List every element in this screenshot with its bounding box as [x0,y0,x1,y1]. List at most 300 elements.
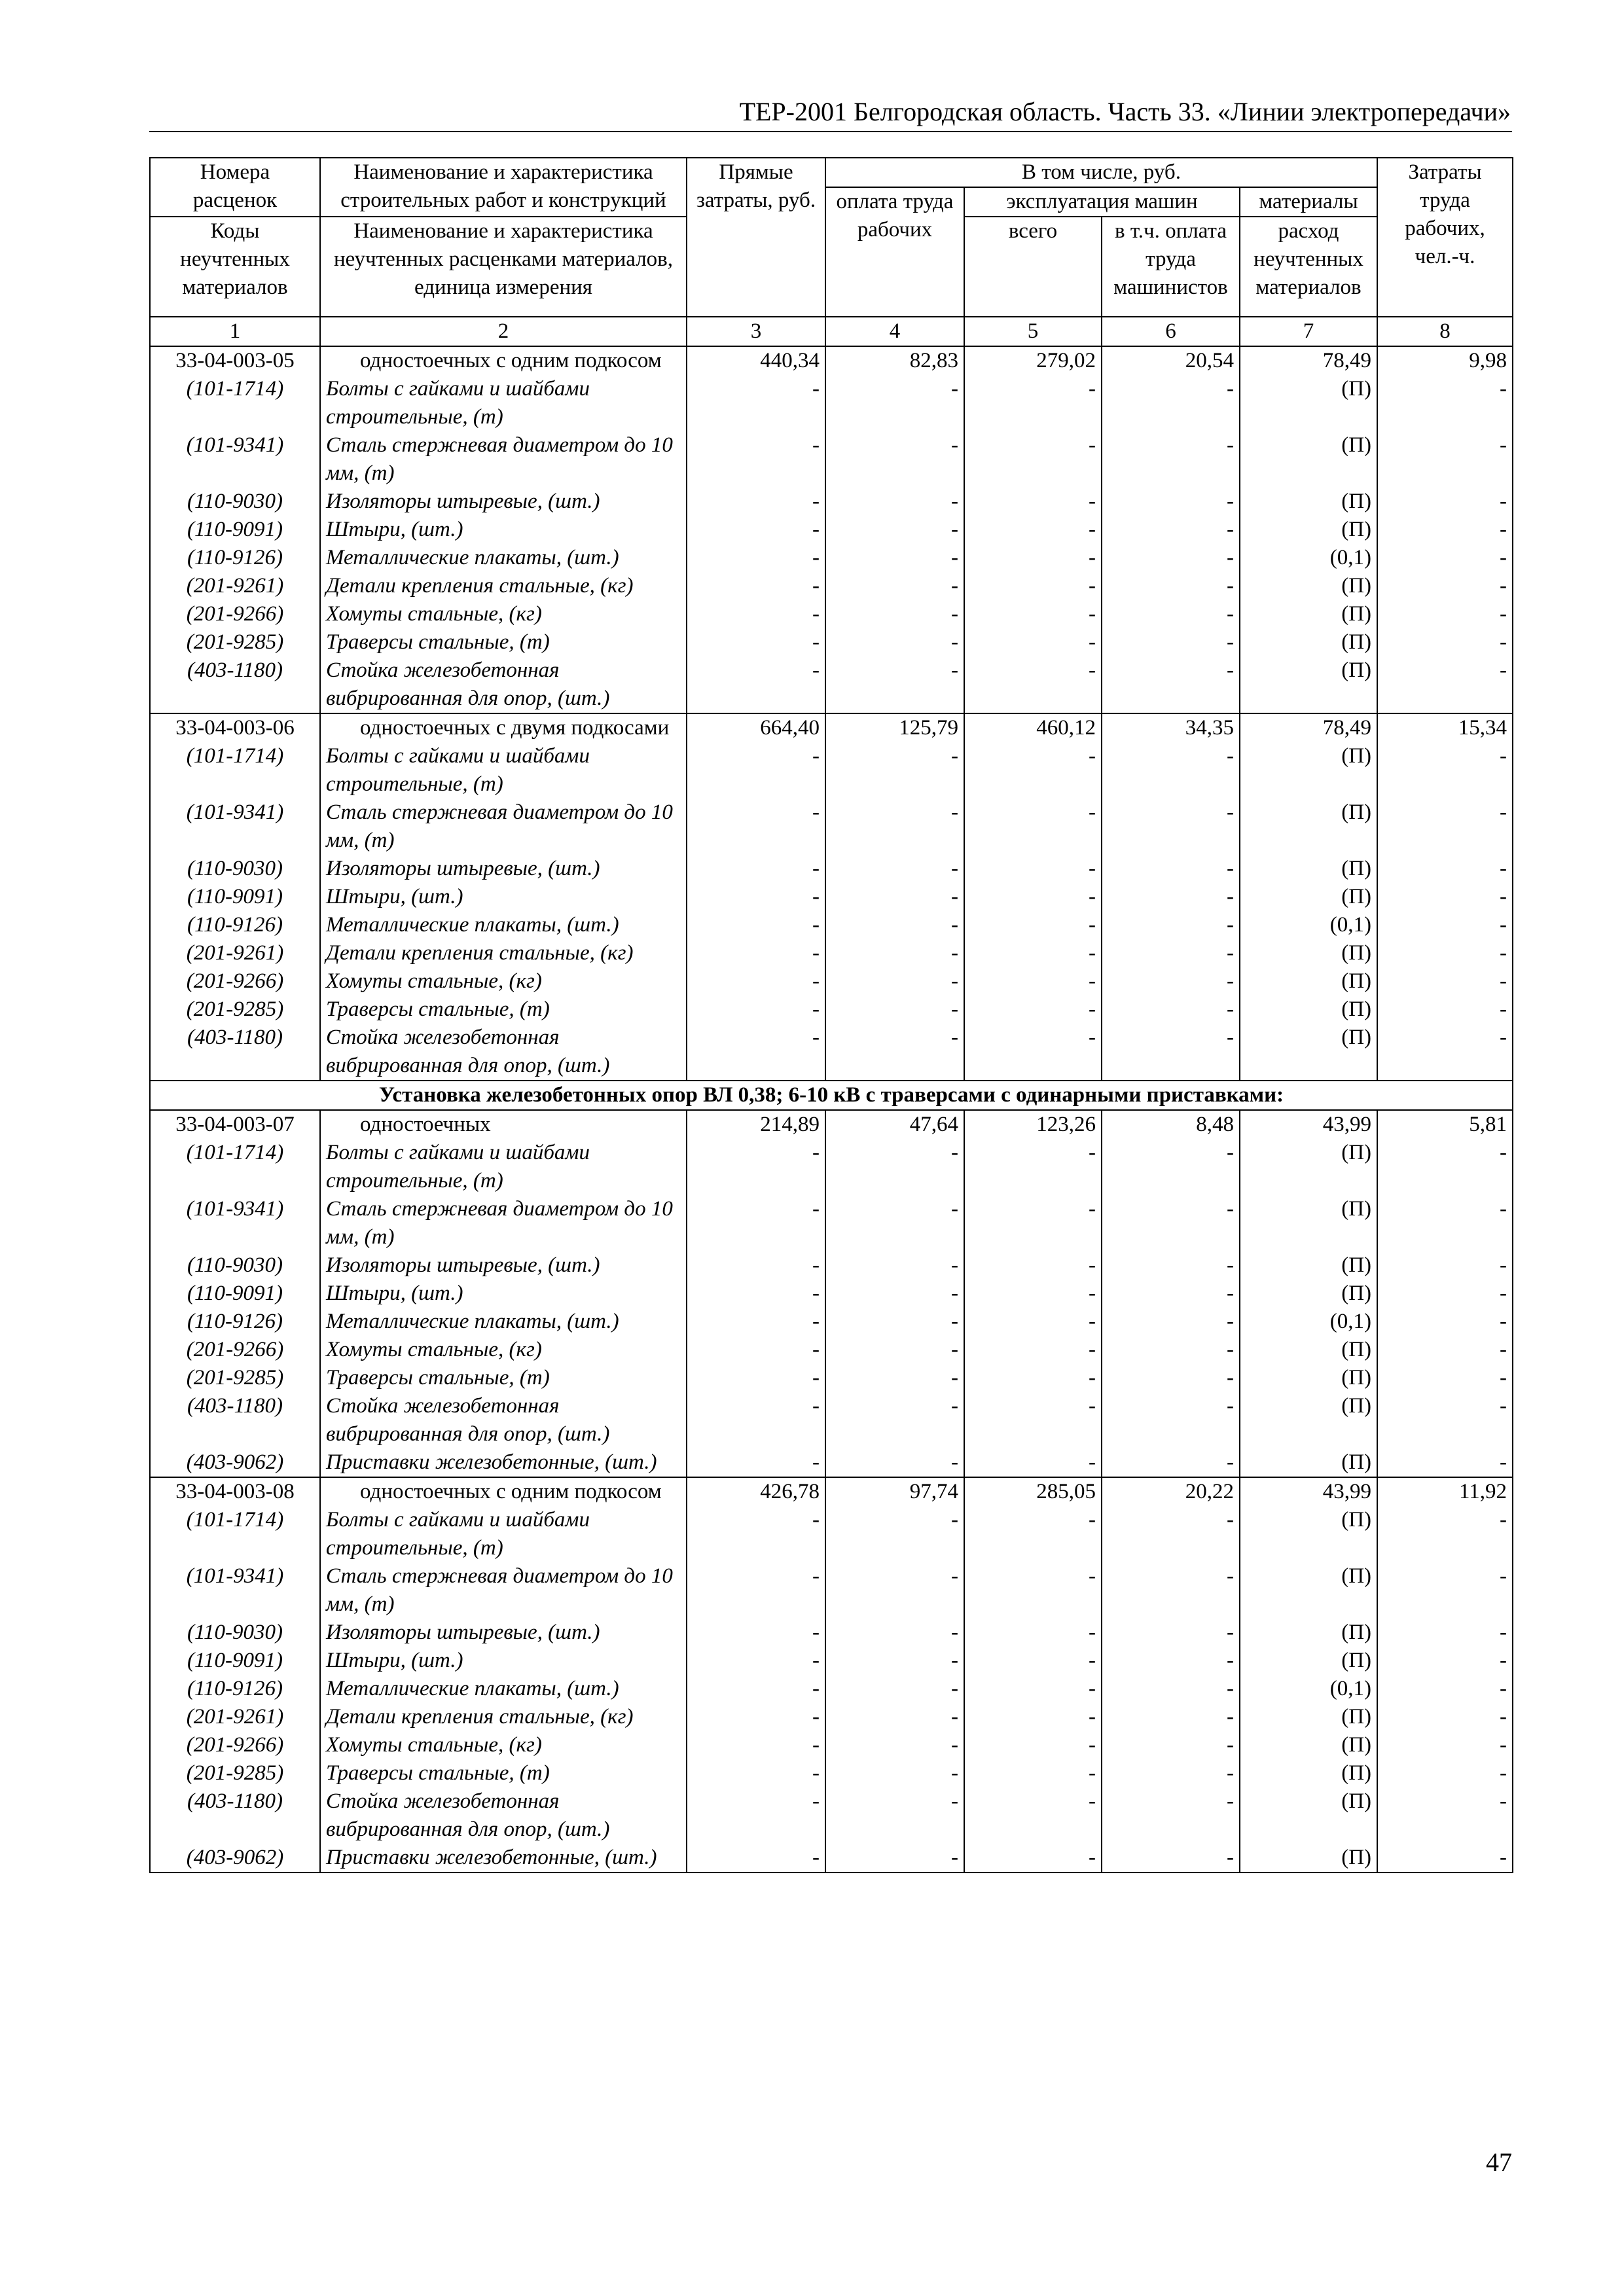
material-name-cell: Траверсы стальные, (т) [320,1759,687,1787]
labor-hours-cell: - [1377,855,1513,883]
labor-hours-cell: - [1377,1647,1513,1675]
material-code-cell: (201-9266) [150,1731,320,1759]
machinist-pay-cell: - [1102,656,1240,713]
material-row [150,742,1513,798]
material-code-cell: (403-9062) [150,1844,320,1873]
labor-hours-cell: - [1377,1336,1513,1364]
machinist-pay-cell: - [1102,742,1240,798]
material-name-cell: Изоляторы штыревые, (шт.) [320,855,687,883]
material-code-cell: (201-9261) [150,1703,320,1731]
direct-costs-cell: - [687,1675,825,1703]
materials-cell: (0,1) [1240,1308,1377,1336]
machinist-pay-cell: - [1102,572,1240,600]
labor-hours-cell: - [1377,742,1513,798]
header-machinist-pay: в т.ч. оплата труда машинистов [1102,217,1240,317]
materials-cell: (П) [1240,1336,1377,1364]
machinist-pay-cell: - [1102,1787,1240,1844]
material-code-cell: (110-9126) [150,1308,320,1336]
material-row [150,1392,1513,1448]
column-number: 8 [1377,317,1513,346]
worker-pay-cell: - [825,911,964,939]
direct-costs-cell: - [687,1308,825,1336]
material-row [150,1308,1513,1336]
worker-pay-cell: 82,83 [825,346,964,375]
labor-hours-cell: - [1377,996,1513,1024]
material-row [150,1619,1513,1647]
machinist-pay-cell: 20,22 [1102,1477,1240,1506]
direct-costs-cell: - [687,431,825,488]
machines-total-cell: - [964,967,1102,996]
material-row [150,572,1513,600]
labor-hours-cell: - [1377,600,1513,628]
worker-pay-cell: - [825,1506,964,1562]
header-unaccounted-consumption: расход неучтенных материалов [1240,217,1377,317]
material-row [150,1562,1513,1619]
worker-pay-cell: - [825,742,964,798]
material-row [150,996,1513,1024]
materials-cell: (П) [1240,855,1377,883]
material-code-cell: (110-9126) [150,911,320,939]
materials-cell: (П) [1240,1506,1377,1562]
machinist-pay-cell: - [1102,1308,1240,1336]
direct-costs-cell: - [687,1703,825,1731]
materials-cell: 78,49 [1240,713,1377,742]
machines-total-cell: - [964,656,1102,713]
worker-pay-cell: - [825,1619,964,1647]
labor-hours-cell: - [1377,1364,1513,1392]
machines-total-cell: - [964,544,1102,572]
labor-hours-cell: - [1377,516,1513,544]
machinist-pay-cell: - [1102,1731,1240,1759]
machines-total-cell: - [964,1787,1102,1844]
materials-cell: (П) [1240,1139,1377,1195]
labor-hours-cell: - [1377,1731,1513,1759]
worker-pay-cell: - [825,967,964,996]
rate-row [150,1110,1513,1139]
direct-costs-cell: - [687,883,825,911]
materials-cell: (0,1) [1240,1675,1377,1703]
material-name-cell: Стойка железобетонная вибрированная для опор, (шт.) [320,656,687,713]
materials-cell: (П) [1240,996,1377,1024]
machines-total-cell: - [964,375,1102,431]
material-name-cell: Траверсы стальные, (т) [320,628,687,656]
section-heading-row [150,1081,1513,1110]
machines-total-cell: - [964,1562,1102,1619]
machinist-pay-cell: - [1102,1336,1240,1364]
machinist-pay-cell: - [1102,544,1240,572]
material-name-cell: Приставки железобетонные, (шт.) [320,1448,687,1477]
rate-name-cell [320,1110,687,1139]
machinist-pay-cell: - [1102,516,1240,544]
direct-costs-cell: 214,89 [687,1110,825,1139]
machines-total-cell: - [964,996,1102,1024]
page-header [149,93,1512,132]
labor-hours-cell: - [1377,544,1513,572]
labor-hours-cell: - [1377,883,1513,911]
section-heading: Установка железобетонных опор ВЛ 0,38; 6-10 кВ с траверсами с одинарными приставками: [150,1081,1513,1110]
labor-hours-cell: - [1377,1280,1513,1308]
material-code-cell: (101-1714) [150,1506,320,1562]
worker-pay-cell: 47,64 [825,1110,964,1139]
materials-cell: (П) [1240,1251,1377,1280]
material-row [150,1675,1513,1703]
machines-total-cell: - [964,1251,1102,1280]
material-code-cell: (201-9266) [150,967,320,996]
machines-total-cell: - [964,1139,1102,1195]
material-code-cell: (403-1180) [150,1787,320,1844]
machines-total-cell: - [964,1195,1102,1251]
labor-hours-cell: - [1377,1787,1513,1844]
machines-total-cell: - [964,600,1102,628]
material-row [150,798,1513,855]
labor-hours-cell: - [1377,939,1513,967]
material-name-cell: Штыри, (шт.) [320,516,687,544]
direct-costs-cell: 426,78 [687,1477,825,1506]
direct-costs-cell: - [687,1562,825,1619]
labor-hours-cell: - [1377,628,1513,656]
rate-name-cell-text: одностоечных с двумя подкосами [360,716,670,740]
machinist-pay-cell: - [1102,1619,1240,1647]
materials-cell: (П) [1240,967,1377,996]
material-name-cell: Болты с гайками и шайбами строительные, (т) [320,375,687,431]
worker-pay-cell: - [825,1703,964,1731]
worker-pay-cell: - [825,1280,964,1308]
machinist-pay-cell: - [1102,1280,1240,1308]
material-name-cell: Металлические плакаты, (шт.) [320,1675,687,1703]
worker-pay-cell: 125,79 [825,713,964,742]
machinist-pay-cell: - [1102,1562,1240,1619]
materials-cell: 78,49 [1240,346,1377,375]
material-name-cell: Траверсы стальные, (т) [320,996,687,1024]
material-code-cell: (101-1714) [150,375,320,431]
materials-cell: (П) [1240,1364,1377,1392]
materials-cell: (П) [1240,1448,1377,1477]
material-name-cell: Болты с гайками и шайбами строительные, (т) [320,742,687,798]
material-name-cell: Штыри, (шт.) [320,1280,687,1308]
column-number: 5 [964,317,1102,346]
labor-hours-cell: 15,34 [1377,713,1513,742]
machines-total-cell: - [964,1619,1102,1647]
worker-pay-cell: - [825,1251,964,1280]
machines-total-cell: - [964,1448,1102,1477]
direct-costs-cell: - [687,1336,825,1364]
material-row [150,1759,1513,1787]
worker-pay-cell: - [825,939,964,967]
labor-hours-cell: - [1377,1139,1513,1195]
labor-hours-cell: - [1377,1308,1513,1336]
worker-pay-cell: - [825,1731,964,1759]
materials-cell: (0,1) [1240,911,1377,939]
machines-total-cell: - [964,628,1102,656]
header-materials: материалы [1240,187,1377,217]
machines-total-cell: - [964,1506,1102,1562]
machinist-pay-cell: - [1102,488,1240,516]
labor-hours-cell: - [1377,1448,1513,1477]
worker-pay-cell: - [825,1675,964,1703]
direct-costs-cell: - [687,1195,825,1251]
labor-hours-cell: - [1377,572,1513,600]
material-name-cell: Хомуты стальные, (кг) [320,1731,687,1759]
material-code-cell: (403-1180) [150,1392,320,1448]
machinist-pay-cell: - [1102,798,1240,855]
materials-cell: (П) [1240,1619,1377,1647]
materials-cell: (П) [1240,1759,1377,1787]
material-name-cell: Стойка железобетонная вибрированная для опор, (шт.) [320,1024,687,1081]
labor-hours-cell: - [1377,1703,1513,1731]
material-name-cell: Стойка железобетонная вибрированная для опор, (шт.) [320,1392,687,1448]
direct-costs-cell: - [687,488,825,516]
materials-cell: (П) [1240,1562,1377,1619]
machinist-pay-cell: 34,35 [1102,713,1240,742]
machines-total-cell: - [964,1675,1102,1703]
labor-hours-cell: - [1377,375,1513,431]
direct-costs-cell: - [687,1506,825,1562]
machinist-pay-cell: - [1102,967,1240,996]
labor-hours-cell: - [1377,1619,1513,1647]
material-name-cell: Изоляторы штыревые, (шт.) [320,1619,687,1647]
direct-costs-cell: - [687,911,825,939]
worker-pay-cell: 97,74 [825,1477,964,1506]
rate-name-cell-text: одностоечных с одним подкосом [360,349,662,372]
header-rate-numbers: Номера расценок [150,158,320,217]
material-name-cell: Хомуты стальные, (кг) [320,1336,687,1364]
material-name-cell: Детали крепления стальные, (кг) [320,572,687,600]
materials-cell: (П) [1240,1703,1377,1731]
material-name-cell: Металлические плакаты, (шт.) [320,544,687,572]
material-row [150,1280,1513,1308]
materials-cell: (П) [1240,1844,1377,1873]
material-code-cell: (101-9341) [150,798,320,855]
machines-total-cell: - [964,939,1102,967]
direct-costs-cell: - [687,1024,825,1081]
table-body [150,158,1513,1873]
material-row [150,967,1513,996]
material-code-cell: (110-9091) [150,516,320,544]
rate-name-cell [320,1477,687,1506]
material-code-cell: (110-9091) [150,883,320,911]
materials-cell: (П) [1240,628,1377,656]
labor-hours-cell: - [1377,1195,1513,1251]
labor-hours-cell: - [1377,1759,1513,1787]
material-code-cell: (101-1714) [150,1139,320,1195]
material-name-cell: Металлические плакаты, (шт.) [320,911,687,939]
material-code-cell: (110-9091) [150,1647,320,1675]
worker-pay-cell: - [825,375,964,431]
direct-costs-cell: - [687,516,825,544]
header-unaccounted-names: Наименование и характеристика неучтенных расценками материалов, единица измерения [320,217,687,317]
direct-costs-cell: - [687,544,825,572]
material-row [150,375,1513,431]
materials-cell: (П) [1240,742,1377,798]
material-row [150,1731,1513,1759]
machinist-pay-cell: - [1102,1195,1240,1251]
worker-pay-cell: - [825,600,964,628]
rate-name-cell-text: одностоечных с одним подкосом [360,1480,662,1503]
material-row [150,544,1513,572]
direct-costs-cell: - [687,1731,825,1759]
materials-cell: (П) [1240,600,1377,628]
machines-total-cell: - [964,1336,1102,1364]
header-row-1 [150,158,1513,187]
rate-code-cell: 33-04-003-07 [150,1110,320,1139]
machines-total-cell: - [964,1759,1102,1787]
labor-hours-cell: 5,81 [1377,1110,1513,1139]
machinist-pay-cell: - [1102,1703,1240,1731]
labor-hours-cell: - [1377,1024,1513,1081]
material-code-cell: (403-1180) [150,1024,320,1081]
worker-pay-cell: - [825,431,964,488]
machinist-pay-cell: - [1102,911,1240,939]
material-code-cell: (201-9285) [150,628,320,656]
machinist-pay-cell: - [1102,1448,1240,1477]
header-machines-total: всего [964,217,1102,317]
rate-name-cell-text: одностоечных [360,1113,491,1136]
material-code-cell: (201-9266) [150,600,320,628]
labor-hours-cell: - [1377,1562,1513,1619]
rate-name-cell [320,346,687,375]
materials-cell: (П) [1240,1731,1377,1759]
labor-hours-cell: - [1377,911,1513,939]
machinist-pay-cell: - [1102,1364,1240,1392]
machines-total-cell: 460,12 [964,713,1102,742]
worker-pay-cell: - [825,628,964,656]
labor-hours-cell: - [1377,488,1513,516]
machinist-pay-cell: - [1102,883,1240,911]
rate-row [150,1477,1513,1506]
materials-cell: (П) [1240,375,1377,431]
machines-total-cell: - [964,1647,1102,1675]
header-work-name: Наименование и характеристика строительных работ и конструкций [320,158,687,217]
material-row [150,1195,1513,1251]
rate-row [150,346,1513,375]
direct-costs-cell: - [687,1364,825,1392]
direct-costs-cell: - [687,967,825,996]
material-name-cell: Детали крепления стальные, (кг) [320,939,687,967]
material-row [150,883,1513,911]
header-labor-costs: Затраты труда рабочих, чел.-ч. [1377,158,1513,317]
materials-cell: (П) [1240,1787,1377,1844]
machinist-pay-cell: - [1102,1759,1240,1787]
material-row [150,1703,1513,1731]
rate-code-cell: 33-04-003-06 [150,713,320,742]
material-code-cell: (110-9091) [150,1280,320,1308]
machinist-pay-cell: - [1102,600,1240,628]
direct-costs-cell: - [687,1251,825,1280]
materials-cell: (П) [1240,656,1377,713]
direct-costs-cell: - [687,1280,825,1308]
material-row [150,1364,1513,1392]
column-number: 2 [320,317,687,346]
material-code-cell: (201-9285) [150,1364,320,1392]
material-row [150,1139,1513,1195]
worker-pay-cell: - [825,1195,964,1251]
materials-cell: (П) [1240,431,1377,488]
material-name-cell: Изоляторы штыревые, (шт.) [320,488,687,516]
material-row [150,855,1513,883]
machines-total-cell: - [964,1731,1102,1759]
material-code-cell: (101-9341) [150,1195,320,1251]
direct-costs-cell: - [687,855,825,883]
materials-cell: (П) [1240,1280,1377,1308]
machines-total-cell: - [964,855,1102,883]
labor-hours-cell: 11,92 [1377,1477,1513,1506]
material-row [150,1506,1513,1562]
material-name-cell: Штыри, (шт.) [320,1647,687,1675]
worker-pay-cell: - [825,1308,964,1336]
materials-cell: (П) [1240,1024,1377,1081]
materials-cell: 43,99 [1240,1110,1377,1139]
labor-hours-cell: - [1377,1844,1513,1873]
material-row [150,1448,1513,1477]
machinist-pay-cell: - [1102,1139,1240,1195]
materials-cell: 43,99 [1240,1477,1377,1506]
machines-total-cell: - [964,1308,1102,1336]
labor-hours-cell: - [1377,967,1513,996]
material-code-cell: (101-9341) [150,1562,320,1619]
machinist-pay-cell: - [1102,628,1240,656]
worker-pay-cell: - [825,1336,964,1364]
machines-total-cell: 279,02 [964,346,1102,375]
worker-pay-cell: - [825,1647,964,1675]
machinist-pay-cell: - [1102,1844,1240,1873]
worker-pay-cell: - [825,883,964,911]
direct-costs-cell: 664,40 [687,713,825,742]
materials-cell: (П) [1240,883,1377,911]
worker-pay-cell: - [825,572,964,600]
labor-hours-cell: - [1377,1506,1513,1562]
material-code-cell: (110-9030) [150,855,320,883]
material-name-cell: Приставки железобетонные, (шт.) [320,1844,687,1873]
worker-pay-cell: - [825,544,964,572]
direct-costs-cell: - [687,572,825,600]
worker-pay-cell: - [825,1787,964,1844]
worker-pay-cell: - [825,798,964,855]
material-row [150,516,1513,544]
machines-total-cell: - [964,431,1102,488]
machines-total-cell: 285,05 [964,1477,1102,1506]
materials-cell: (П) [1240,1392,1377,1448]
material-row [150,939,1513,967]
direct-costs-cell: - [687,628,825,656]
direct-costs-cell: - [687,1647,825,1675]
material-code-cell: (101-1714) [150,742,320,798]
machinist-pay-cell: - [1102,996,1240,1024]
rate-code-cell: 33-04-003-08 [150,1477,320,1506]
material-code-cell: (201-9261) [150,939,320,967]
materials-cell: (П) [1240,488,1377,516]
worker-pay-cell: - [825,1139,964,1195]
material-code-cell: (201-9266) [150,1336,320,1364]
machines-total-cell: - [964,1364,1102,1392]
material-code-cell: (403-1180) [150,656,320,713]
material-code-cell: (110-9030) [150,1619,320,1647]
material-name-cell: Стойка железобетонная вибрированная для опор, (шт.) [320,1787,687,1844]
machines-total-cell: - [964,1844,1102,1873]
machinist-pay-cell: - [1102,1024,1240,1081]
worker-pay-cell: - [825,1562,964,1619]
material-row [150,628,1513,656]
machines-total-cell: - [964,488,1102,516]
machines-total-cell: - [964,1280,1102,1308]
direct-costs-cell: - [687,656,825,713]
material-name-cell: Хомуты стальные, (кг) [320,967,687,996]
materials-cell: (П) [1240,798,1377,855]
machines-total-cell: 123,26 [964,1110,1102,1139]
machines-total-cell: - [964,883,1102,911]
materials-cell: (П) [1240,939,1377,967]
machines-total-cell: - [964,742,1102,798]
material-code-cell: (110-9126) [150,1675,320,1703]
